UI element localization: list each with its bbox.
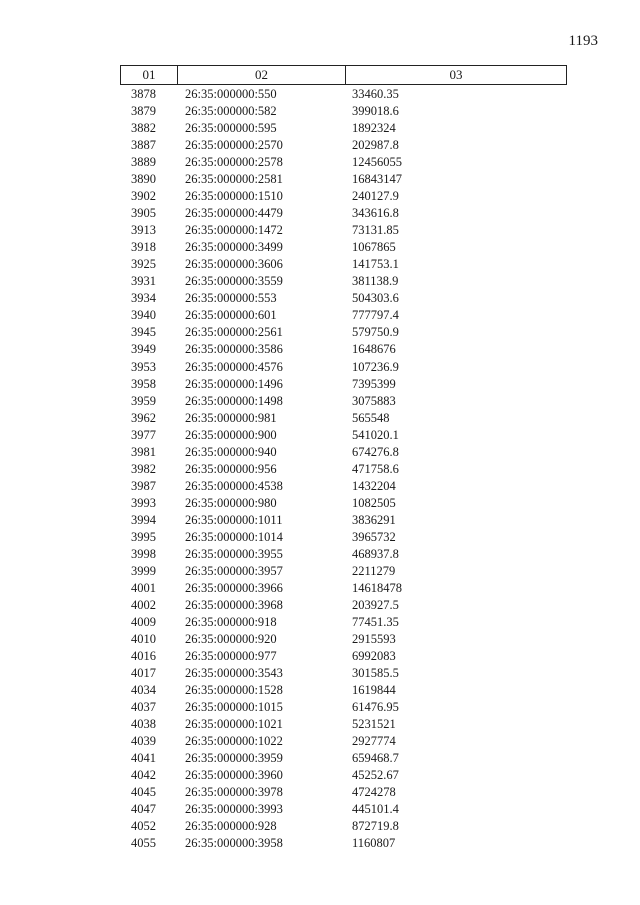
table-row [120,393,567,410]
row-id-cell: 3949 [131,342,156,357]
row-id-cell: 4042 [131,768,156,783]
cadastral-number-cell: 26:35:000000:3966 [185,580,283,595]
row-id-cell: 3879 [131,104,156,119]
table-row [120,580,567,597]
value-cell: 14618478 [352,580,402,595]
table-row [120,631,567,648]
cadastral-number-cell: 26:35:000000:3978 [185,785,283,800]
value-cell: 6992083 [352,649,396,664]
cadastral-number-cell: 26:35:000000:980 [185,495,277,510]
row-id-cell: 4037 [131,700,156,715]
table-row [120,341,567,358]
table-row [120,103,567,120]
value-cell: 7395399 [352,376,396,391]
cadastral-number-cell: 26:35:000000:956 [185,461,277,476]
row-id-cell: 3987 [131,478,156,493]
value-cell: 3965732 [352,529,396,544]
cadastral-number-cell: 26:35:000000:3968 [185,597,283,612]
value-cell: 73131.85 [352,223,399,238]
cadastral-number-cell: 26:35:000000:1528 [185,683,283,698]
row-id-cell: 4001 [131,580,156,595]
value-cell: 1432204 [352,478,396,493]
table-row [120,307,567,324]
table-row [120,835,567,852]
cadastral-number-cell: 26:35:000000:3606 [185,257,283,272]
table-row [120,86,567,103]
table-row [120,120,567,137]
column-header-01: 01 [142,67,156,82]
row-id-cell: 4010 [131,632,156,646]
cadastral-number-cell: 26:35:000000:928 [185,819,277,834]
column-header-03: 03 [449,67,463,82]
value-cell: 381138.9 [352,274,399,289]
table-row [120,495,567,512]
value-cell: 2211279 [352,563,396,578]
value-cell: 202987.8 [352,138,399,153]
row-id-cell: 3902 [131,189,156,204]
row-id-cell: 3940 [131,308,156,323]
value-cell: 240127.9 [352,189,399,204]
value-cell: 77451.35 [352,614,399,629]
table-row [120,818,567,835]
table-row [120,154,567,171]
value-cell: 141753.1 [352,257,399,272]
cadastral-number-cell: 26:35:000000:1014 [185,529,283,544]
cadastral-number-cell: 26:35:000000:1496 [185,376,283,391]
row-id-cell: 4052 [131,819,156,834]
table-row [120,648,567,665]
row-id-cell: 4047 [131,802,156,817]
table-row [120,444,567,461]
table-row [120,597,567,614]
row-id-cell: 3958 [131,376,156,391]
row-id-cell: 4038 [131,717,156,732]
value-cell: 541020.1 [352,427,399,442]
row-id-cell: 3945 [131,325,156,340]
table-row [120,273,567,290]
cadastral-number-cell: 26:35:000000:4479 [185,206,283,221]
value-cell: 107236.9 [352,359,399,374]
value-cell: 16843147 [352,172,402,187]
table-row [120,290,567,307]
table-row [120,665,567,682]
cadastral-number-cell: 26:35:000000:3993 [185,802,283,817]
table-row [120,239,567,256]
value-cell: 45252.67 [352,768,399,783]
table-row [120,188,567,205]
row-id-cell: 3882 [131,121,156,136]
value-cell: 399018.6 [352,104,399,119]
table-row [120,376,567,393]
row-id-cell: 3913 [131,223,156,238]
cadastral-number-cell: 26:35:000000:3543 [185,666,283,681]
row-id-cell: 3995 [131,529,156,544]
table-row [120,750,567,767]
row-id-cell: 3890 [131,172,156,187]
cadastral-number-cell: 26:35:000000:550 [185,87,277,101]
value-cell: 777797.4 [352,308,399,323]
table-row [120,614,567,631]
value-cell: 33460.35 [352,87,399,101]
row-id-cell: 3999 [131,563,156,578]
value-cell: 659468.7 [352,751,399,766]
table-header [120,65,567,85]
row-id-cell: 3993 [131,495,156,510]
table-row [120,699,567,716]
row-id-cell: 3925 [131,257,156,272]
value-cell: 2915593 [352,632,396,646]
cadastral-number-cell: 26:35:000000:3499 [185,240,283,255]
table-row [120,427,567,444]
row-id-cell: 3934 [131,291,156,306]
value-cell: 203927.5 [352,597,399,612]
table-row [120,222,567,239]
value-cell: 1619844 [352,683,396,698]
value-cell: 1067865 [352,240,396,255]
table-row [120,767,567,784]
cadastral-number-cell: 26:35:000000:1498 [185,393,283,408]
column-header-02: 02 [255,67,268,82]
row-id-cell: 3959 [131,393,156,408]
cadastral-number-cell: 26:35:000000:1472 [185,223,283,238]
value-cell: 343616.8 [352,206,399,221]
row-id-cell: 4039 [131,734,156,749]
value-cell: 579750.9 [352,325,399,340]
cadastral-number-cell: 26:35:000000:900 [185,427,277,442]
row-id-cell: 4009 [131,614,156,629]
cadastral-number-cell: 26:35:000000:1021 [185,717,283,732]
cadastral-number-cell: 26:35:000000:920 [185,632,277,646]
row-id-cell: 3878 [131,87,156,101]
table-row [120,478,567,495]
cadastral-number-cell: 26:35:000000:3957 [185,563,283,578]
cadastral-number-cell: 26:35:000000:3955 [185,546,283,561]
cadastral-number-cell: 26:35:000000:595 [185,121,277,136]
cadastral-number-cell: 26:35:000000:3559 [185,274,283,289]
table-body [120,86,567,852]
value-cell: 565548 [352,410,390,425]
value-cell: 4724278 [352,785,396,800]
value-cell: 1648676 [352,342,396,357]
cadastral-number-cell: 26:35:000000:3960 [185,768,283,783]
value-cell: 504303.6 [352,291,399,306]
row-id-cell: 3982 [131,461,156,476]
value-cell: 301585.5 [352,666,399,681]
cadastral-number-cell: 26:35:000000:1510 [185,189,283,204]
cadastral-number-cell: 26:35:000000:553 [185,291,277,306]
table-row [120,563,567,580]
cadastral-number-cell: 26:35:000000:981 [185,410,277,425]
row-id-cell: 4045 [131,785,156,800]
table-row [120,784,567,801]
value-cell: 1892324 [352,121,396,136]
table-row [120,171,567,188]
cadastral-number-cell: 26:35:000000:582 [185,104,277,119]
cadastral-number-cell: 26:35:000000:4576 [185,359,283,374]
value-cell: 3075883 [352,393,396,408]
row-id-cell: 3905 [131,206,156,221]
cadastral-number-cell: 26:35:000000:3958 [185,836,283,851]
table-row [120,205,567,222]
row-id-cell: 4016 [131,649,156,664]
row-id-cell: 3981 [131,444,156,459]
table-row [120,733,567,750]
cadastral-number-cell: 26:35:000000:940 [185,444,277,459]
row-id-cell: 3918 [131,240,156,255]
cadastral-number-cell: 26:35:000000:918 [185,614,277,629]
row-id-cell: 3962 [131,410,156,425]
table-row [120,410,567,427]
row-id-cell: 4002 [131,597,156,612]
value-cell: 12456055 [352,155,402,170]
value-cell: 674276.8 [352,444,399,459]
table-row [120,324,567,341]
value-cell: 2927774 [352,734,396,749]
value-cell: 1082505 [352,495,396,510]
value-cell: 445101.4 [352,802,399,817]
row-id-cell: 3889 [131,155,156,170]
table-row [120,137,567,154]
row-id-cell: 3998 [131,546,156,561]
row-id-cell: 3953 [131,359,156,374]
cadastral-number-cell: 26:35:000000:2581 [185,172,283,187]
cadastral-number-cell: 26:35:000000:2570 [185,138,283,153]
table-row [120,529,567,546]
table-row [120,716,567,733]
row-id-cell: 3994 [131,512,156,527]
value-cell: 5231521 [352,717,396,732]
cadastral-number-cell: 26:35:000000:601 [185,308,277,323]
row-id-cell: 4055 [131,836,156,851]
value-cell: 61476.95 [352,700,399,715]
row-id-cell: 3931 [131,274,156,289]
table-row [120,256,567,273]
row-id-cell: 4041 [131,751,156,766]
cadastral-number-cell: 26:35:000000:1011 [185,512,283,527]
cadastral-number-cell: 26:35:000000:3959 [185,751,283,766]
table-row [120,546,567,563]
table-row [120,512,567,529]
table-row [120,682,567,699]
cadastral-number-cell: 26:35:000000:2561 [185,325,283,340]
value-cell: 471758.6 [352,461,399,476]
cadastral-number-cell: 26:35:000000:1015 [185,700,283,715]
value-cell: 468937.8 [352,546,399,561]
page-number: 1193 [568,33,598,49]
table-row [120,461,567,478]
row-id-cell: 4017 [131,666,156,681]
value-cell: 1160807 [352,836,396,851]
cadastral-number-cell: 26:35:000000:977 [185,649,277,664]
cadastral-number-cell: 26:35:000000:1022 [185,734,283,749]
row-id-cell: 3977 [131,427,156,442]
table-row [120,801,567,818]
value-cell: 872719.8 [352,819,399,834]
row-id-cell: 4034 [131,683,156,698]
cadastral-number-cell: 26:35:000000:4538 [185,478,283,493]
cadastral-number-cell: 26:35:000000:2578 [185,155,283,170]
cadastral-number-cell: 26:35:000000:3586 [185,342,283,357]
value-cell: 3836291 [352,512,396,527]
row-id-cell: 3887 [131,138,156,153]
table-row [120,359,567,376]
